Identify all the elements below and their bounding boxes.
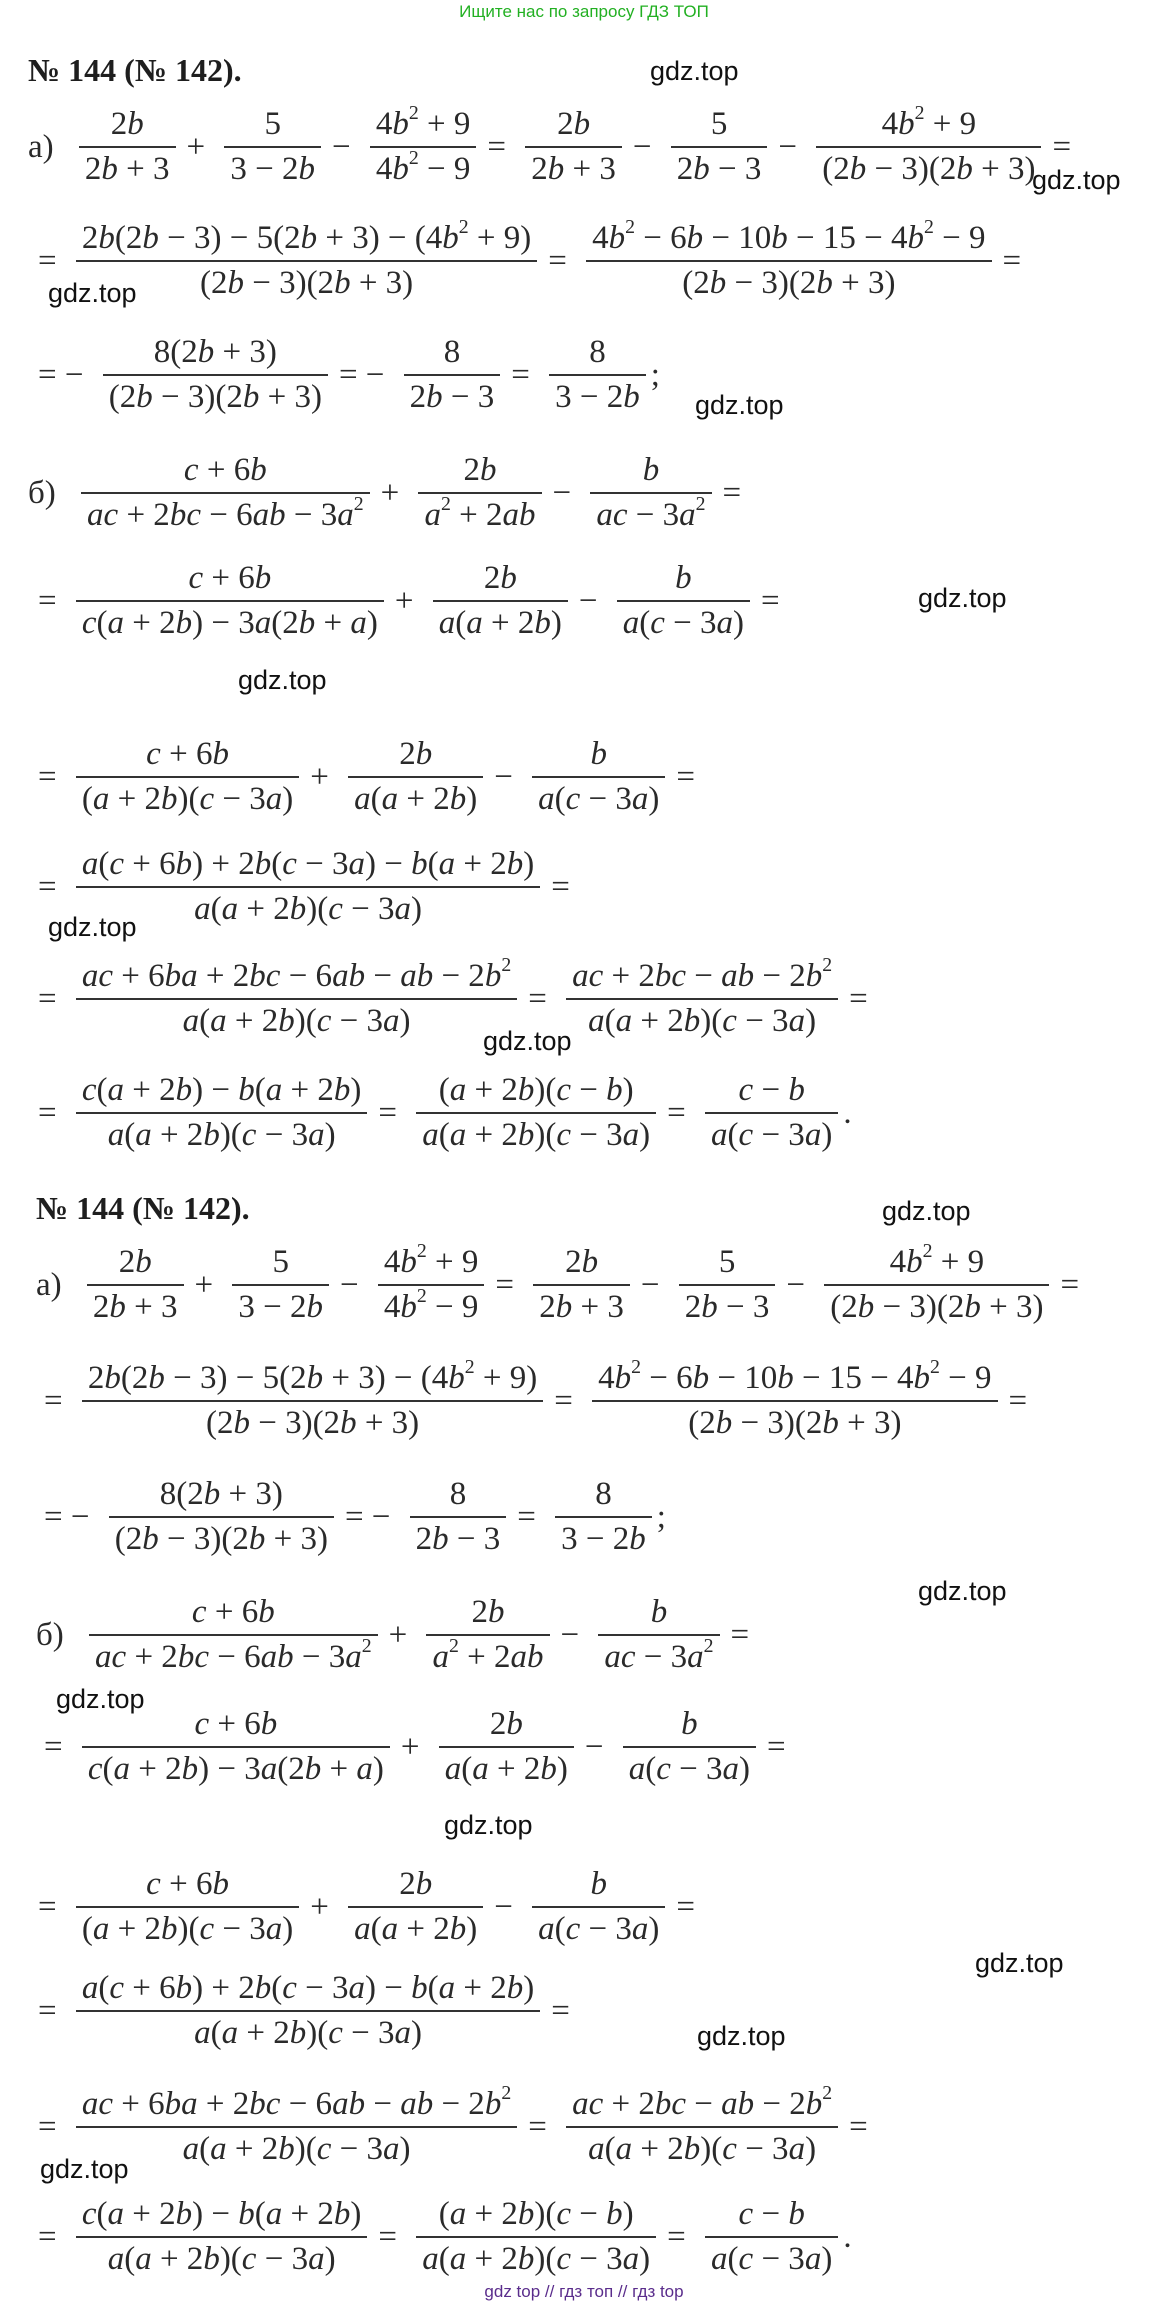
equation-line: = $\frac{ac + 6ba + 2bc - 6ab - ab - 2b^2}{a(a + 2b)(c - 3a)}$ = $\frac{ac + 2bc - ab - 2b^2}{a(a + 2b)(c - 3a)}$ =: [38, 2082, 868, 2167]
bottom-banner[interactable]: gdz top // гдз топ // гдз top: [484, 2282, 684, 2301]
watermark: gdz.top: [695, 390, 784, 420]
equation-line: = $\frac{a(c + 6b) + 2b(c - 3a) - b(a + 2b)}{a(a + 2b)(c - 3a)}$ =: [38, 846, 570, 927]
equation-line: б) $\frac{c + 6b}{ac + 2bc - 6ab - 3a^2}$ + $\frac{2b}{a^2 + 2ab}$ − $\frac{b}{ac - 3a^2}$ =: [28, 452, 742, 533]
equation-line: = $\frac{ac + 6ba + 2bc - 6ab - ab - 2b^2}{a(a + 2b)(c - 3a)}$ = $\frac{ac + 2bc - ab - 2b^2}{a(a + 2b)(c - 3a)}$ =: [38, 954, 868, 1039]
equation-line: а) $\frac{2b}{2b + 3}$ + $\frac{5}{3 - 2b}$ − $\frac{4b^2 + 9}{4b^2 - 9}$ = $\frac{2b}{2b + 3}$ − $\frac{5}{2b - 3}$ − $\frac{4b^2 + 9}{(2b - 3)(2b + 3)}$ =: [36, 1240, 1080, 1325]
watermark: gdz.top: [918, 583, 1007, 613]
equation-line: = $\frac{c(a + 2b) - b(a + 2b)}{a(a + 2b)(c - 3a)}$ = $\frac{(a + 2b)(c - b)}{a(a + 2b)(c - 3a)}$ = $\frac{c - b}{a(c - 3a)}$ .: [38, 1072, 852, 1153]
part-label: б): [28, 474, 56, 511]
watermark: gdz.top: [238, 665, 327, 695]
watermark: gdz.top: [56, 1684, 145, 1714]
equation-line: = $\frac{c + 6b}{(a + 2b)(c - 3a)}$ + $\frac{2b}{a(a + 2b)}$ − $\frac{b}{a(c - 3a)}$ =: [38, 1866, 696, 1947]
equation-line: = $\frac{c + 6b}{c(a + 2b) - 3a(2b + a)}$ + $\frac{2b}{a(a + 2b)}$ − $\frac{b}{a(c - 3a)}$ =: [44, 1706, 786, 1787]
watermark: gdz.top: [444, 1810, 533, 1840]
equation-line: = − $\frac{8(2b + 3)}{(2b - 3)(2b + 3)}$ = − $\frac{8}{2b - 3}$ = $\frac{8}{3 - 2b}$ ;: [44, 1476, 666, 1557]
part-label: а): [28, 128, 54, 165]
equation-line: = $\frac{2b(2b - 3) - 5(2b + 3) - (4b^2 + 9)}{(2b - 3)(2b + 3)}$ = $\frac{4b^2 - 6b - 10b - 15 - 4b^2 - 9}{(2b - 3)(2b + 3)}$ =: [38, 216, 1022, 301]
equation-line: б) $\frac{c + 6b}{ac + 2bc - 6ab - 3a^2}$ + $\frac{2b}{a^2 + 2ab}$ − $\frac{b}{ac - 3a^2}$ =: [36, 1594, 750, 1675]
problem-heading: № 144 (№ 142).: [28, 52, 242, 88]
top-banner[interactable]: Ищите нас по запросу ГДЗ ТОП: [459, 2, 709, 21]
equation-line: = $\frac{c + 6b}{c(a + 2b) - 3a(2b + a)}$ + $\frac{2b}{a(a + 2b)}$ − $\frac{b}{a(c - 3a)}$ =: [38, 560, 780, 641]
watermark: gdz.top: [483, 1026, 572, 1056]
equation-line: а) $\frac{2b}{2b + 3}$ + $\frac{5}{3 - 2b}$ − $\frac{4b^2 + 9}{4b^2 - 9}$ = $\frac{2b}{2b + 3}$ − $\frac{5}{2b - 3}$ − $\frac{4b^2 + 9}{(2b - 3)(2b + 3)}$ =: [28, 102, 1072, 187]
watermark: gdz.top: [48, 912, 137, 942]
watermark: gdz.top: [1032, 165, 1121, 195]
watermark: gdz.top: [697, 2021, 786, 2051]
part-label: а): [36, 1266, 62, 1303]
watermark: gdz.top: [650, 56, 739, 86]
watermark: gdz.top: [48, 278, 137, 308]
equation-line: = $\frac{2b(2b - 3) - 5(2b + 3) - (4b^2 + 9)}{(2b - 3)(2b + 3)}$ = $\frac{4b^2 - 6b - 10b - 15 - 4b^2 - 9}{(2b - 3)(2b + 3)}$ =: [44, 1356, 1028, 1441]
watermark: gdz.top: [40, 2154, 129, 2184]
watermark: gdz.top: [882, 1196, 971, 1226]
watermark: gdz.top: [975, 1948, 1064, 1978]
equation-line: = $\frac{c + 6b}{(a + 2b)(c - 3a)}$ + $\frac{2b}{a(a + 2b)}$ − $\frac{b}{a(c - 3a)}$ =: [38, 736, 696, 817]
equation-line: = − $\frac{8(2b + 3)}{(2b - 3)(2b + 3)}$ = − $\frac{8}{2b - 3}$ = $\frac{8}{3 - 2b}$ ;: [38, 334, 660, 415]
equation-line: = $\frac{a(c + 6b) + 2b(c - 3a) - b(a + 2b)}{a(a + 2b)(c - 3a)}$ =: [38, 1970, 570, 2051]
part-label: б): [36, 1616, 64, 1653]
watermark: gdz.top: [918, 1576, 1007, 1606]
problem-heading: № 144 (№ 142).: [36, 1190, 250, 1226]
equation-line: = $\frac{c(a + 2b) - b(a + 2b)}{a(a + 2b)(c - 3a)}$ = $\frac{(a + 2b)(c - b)}{a(a + 2b)(c - 3a)}$ = $\frac{c - b}{a(c - 3a)}$ .: [38, 2196, 852, 2277]
